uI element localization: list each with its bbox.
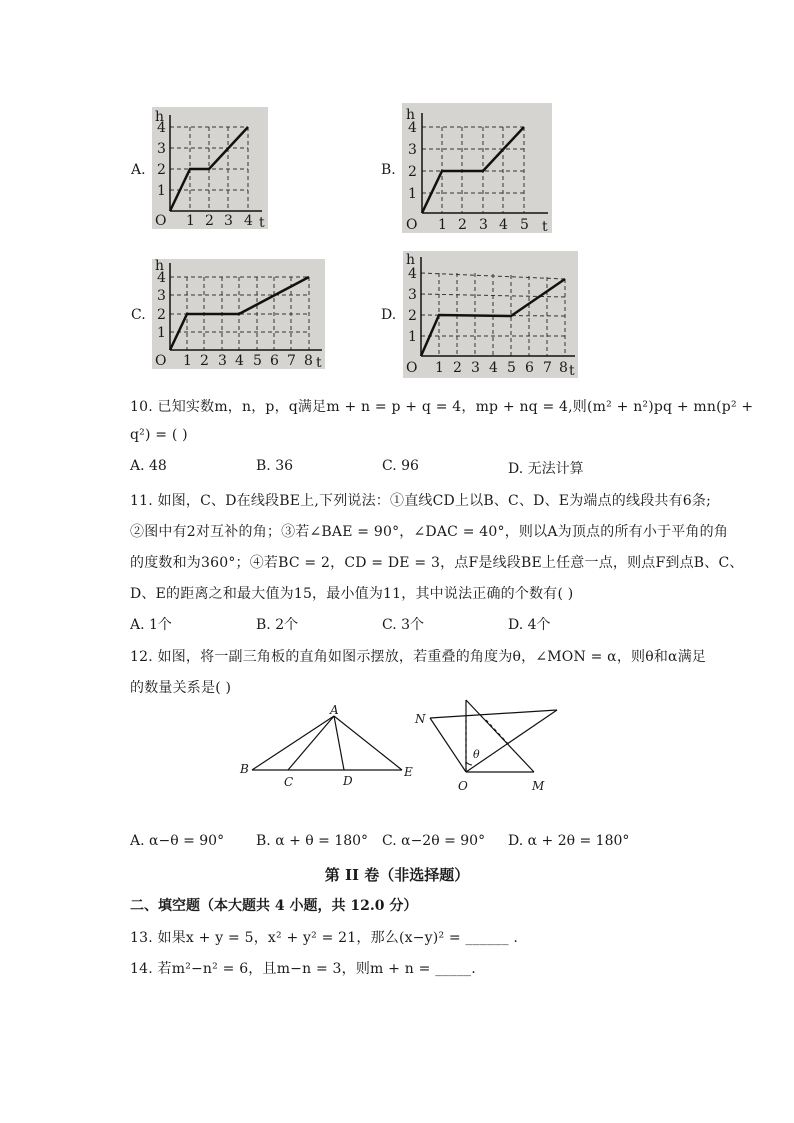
tick: 4 — [408, 120, 417, 136]
tick: O — [406, 217, 418, 233]
graph-option-d — [403, 251, 578, 378]
tick: 1 — [408, 329, 417, 345]
q13-line: 13. 如果x + y = 5，x² + y² = 21，那么(x−y)² = ______ . — [130, 930, 518, 946]
q10-line2: q²) = ( ) — [130, 427, 188, 443]
q11-line4: D、E的距离之和最大值为15，最小值为11，其中说法正确的个数有( ) — [130, 586, 574, 602]
tick: 3 — [408, 287, 417, 303]
tick: 6 — [270, 353, 279, 369]
tick: 3 — [471, 360, 480, 376]
section2-title: 二、填空题（本大题共 4 小题，共 12.0 分） — [130, 898, 418, 914]
tick: 4 — [157, 120, 166, 136]
tick: 4 — [499, 217, 508, 233]
point-m-label: M — [532, 779, 545, 793]
axis-h: h — [406, 107, 416, 123]
tick: 1 — [157, 183, 166, 199]
q12-choice-c: C. α−2θ = 90° — [382, 833, 486, 849]
tick: 5 — [520, 217, 529, 233]
tick: 2 — [408, 308, 417, 324]
tick: 4 — [235, 353, 244, 369]
q12-choice-d: D. α + 2θ = 180° — [508, 833, 630, 849]
tick: 1 — [438, 217, 447, 233]
q12-choice-b: B. α + θ = 180° — [256, 833, 369, 849]
option-c-label: C. — [131, 307, 146, 323]
tick: 3 — [479, 217, 488, 233]
tick: 2 — [157, 162, 166, 178]
point-c-label: C — [284, 775, 294, 789]
q11-line3: 的度数和为360°；④若BC = 2，CD = DE = 3，点F是线段BE上任意一点，则点F到点B、C、 — [130, 555, 744, 571]
tick: 7 — [543, 360, 552, 376]
tick: 7 — [287, 353, 296, 369]
tick: 3 — [157, 141, 166, 157]
part2-title: 第 II 卷（非选择题） — [324, 866, 470, 884]
tick: 6 — [525, 360, 534, 376]
tick: 4 — [157, 270, 166, 286]
q12-line1: 12. 如图，将一副三角板的直角如图示摆放，若重叠的角度为θ，∠MON = α，则θ和α满足 — [130, 649, 707, 665]
tick: 4 — [489, 360, 498, 376]
q11-line2: ②图中有2对互补的角；③若∠BAE = 90°，∠DAC = 40°，则以A为顶点的所有小于平角的角 — [130, 524, 729, 540]
graph-option-a — [152, 107, 268, 229]
tick: 2 — [408, 164, 417, 180]
tick: 2 — [157, 307, 166, 323]
axis-h: h — [155, 109, 165, 125]
point-o-label: O — [458, 779, 468, 793]
tick: 1 — [408, 186, 417, 202]
point-a-label: A — [330, 703, 339, 717]
tick: O — [155, 353, 167, 369]
tick: 8 — [304, 353, 313, 369]
tick: 4 — [408, 266, 417, 282]
axis-h: h — [406, 252, 416, 268]
tick: t — [569, 363, 575, 378]
figure-set-squares — [410, 696, 570, 796]
tick: 8 — [559, 360, 568, 376]
tick: 2 — [205, 213, 214, 229]
q12-choice-a: A. α−θ = 90° — [130, 833, 225, 849]
q11-line1: 11. 如图，C、D在线段BE上,下列说法：①直线CD上以B、C、D、E为端点的线段共有6条; — [130, 493, 712, 509]
theta-label: θ — [473, 748, 480, 761]
tick: 2 — [200, 353, 209, 369]
tick: 3 — [157, 288, 166, 304]
tick: 1 — [186, 213, 195, 229]
option-a-label: A. — [131, 162, 146, 178]
tick: 2 — [453, 360, 462, 376]
tick: 5 — [507, 360, 516, 376]
q10-choice-a: A. 48 — [130, 458, 167, 474]
point-n-label: N — [415, 712, 426, 726]
tick: t — [259, 215, 265, 229]
q14-line: 14. 若m²−n² = 6，且m−n = 3，则m + n = _____. — [130, 961, 476, 977]
q10-choice-c: C. 96 — [382, 458, 419, 474]
graph-option-c — [152, 259, 325, 369]
tick: 3 — [408, 142, 417, 158]
q12-line2: 的数量关系是( ) — [130, 680, 232, 696]
tick: 3 — [218, 353, 227, 369]
q11-choice-a: A. 1个 — [130, 617, 172, 633]
q11-choice-b: B. 2个 — [256, 617, 299, 633]
point-b-label: B — [240, 762, 249, 776]
q11-choice-c: C. 3个 — [382, 617, 425, 633]
axis-h: h — [155, 259, 165, 274]
q10-choice-d: D. 无法计算 — [508, 461, 584, 477]
q11-choice-d: D. 4个 — [508, 617, 551, 633]
tick: O — [155, 213, 167, 229]
tick: 2 — [458, 217, 467, 233]
point-d-label: D — [343, 774, 353, 788]
tick: 5 — [253, 353, 262, 369]
point-e-label: E — [404, 765, 413, 779]
tick: 3 — [224, 213, 233, 229]
option-d-label: D. — [381, 307, 397, 323]
q10-choice-b: B. 36 — [256, 458, 294, 474]
tick: 1 — [157, 325, 166, 341]
tick: 1 — [435, 360, 444, 376]
graph-option-b — [402, 103, 552, 233]
figure-triangle-abe — [236, 702, 422, 794]
tick: O — [406, 360, 418, 376]
tick: 1 — [183, 353, 192, 369]
q10-line1: 10. 已知实数m，n，p，q满足m + n = p + q = 4，mp + nq = 4,则(m² + n²)pq + mn(p² + — [130, 399, 754, 415]
tick: t — [316, 355, 322, 369]
tick: 4 — [244, 213, 253, 229]
tick: t — [542, 219, 548, 233]
option-b-label: B. — [381, 162, 396, 178]
